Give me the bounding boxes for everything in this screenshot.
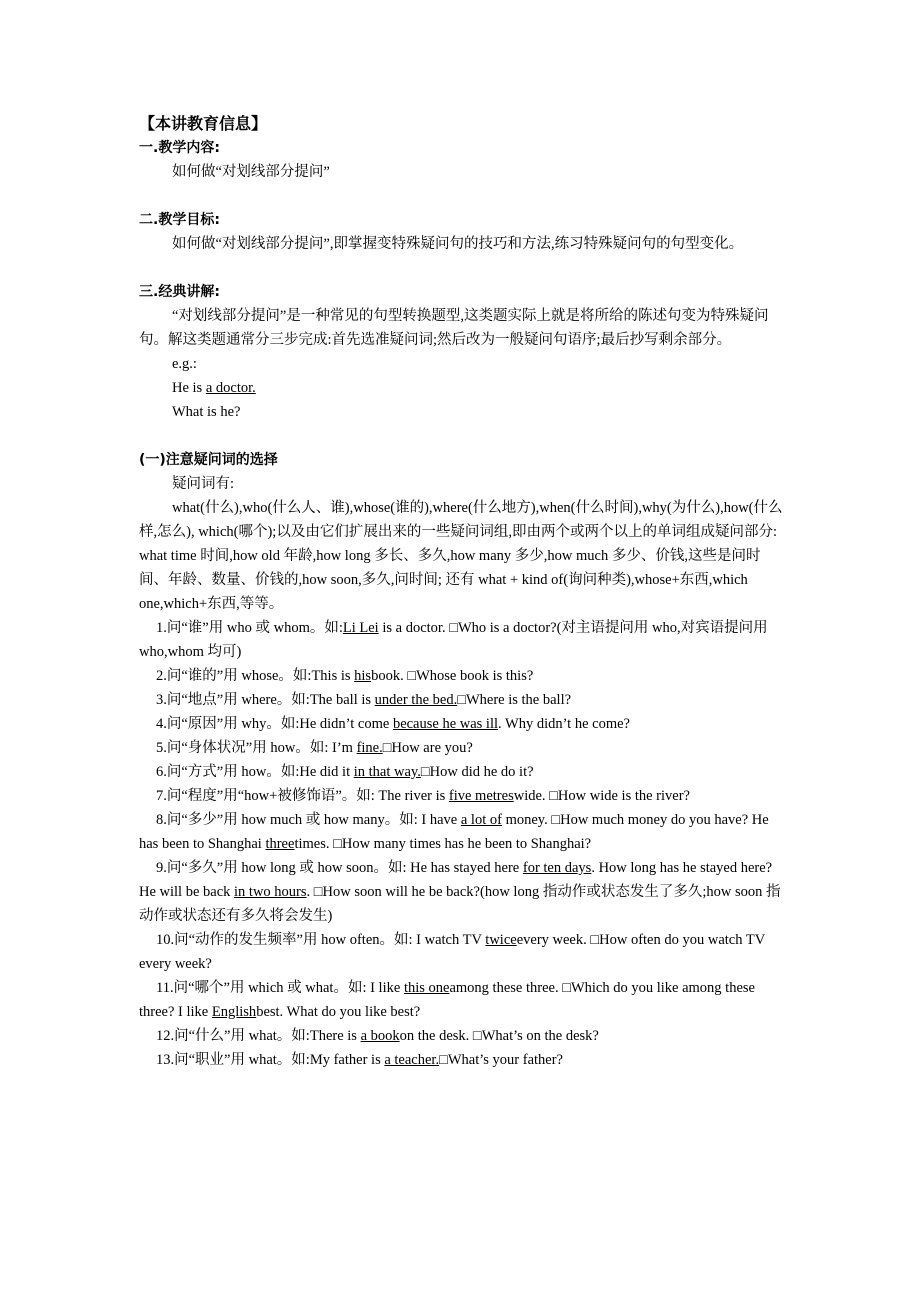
- underlined-answer: a book: [360, 1028, 400, 1044]
- part1-intro: 疑问词有:: [172, 476, 235, 492]
- section-content-body: 如何做“对划线部分提问”: [172, 164, 330, 180]
- underlined-answer: a doctor.: [205, 380, 256, 396]
- example-statement: He is a doctor.: [172, 380, 256, 396]
- rule-item-6: 6.问“方式”用 how。如:He did it in that way.□How did he do it?: [156, 764, 534, 780]
- spacer: [139, 256, 785, 280]
- rule-item-7: 7.问“程度”用“how+被修饰语”。如: The river is five metreswide. □How wide is the river?: [156, 788, 690, 804]
- rule-item-8: 8.问“多少”用 how much 或 how many。如: I have a lot of money. □How much money do you have? He has been to Shanghai threetimes. □How many times has he been to Shanghai?: [139, 812, 769, 852]
- underlined-answer: twice: [485, 932, 517, 948]
- underlined-answer: a lot of: [460, 812, 502, 828]
- document-page: [139, 112, 785, 1072]
- underlined-answer: for ten days: [522, 860, 592, 876]
- section-heading-content: 一.教学内容:: [139, 140, 220, 156]
- question-words-paragraph: what(什么),who(什么人、谁),whose(谁的),where(什么地方),when(什么时间),why(为什么),how(什么样,怎么), which(哪个);以及由它们扩展出来的一些疑问词组,即由两个或两个以上的单词组成疑问部分: what time 时间,how old 年龄,how long 多长、多久,how many 多少,how much 多少、价钱,这些是问时间、年龄、数量、价钱的,how soon,多久,问时间; 还有 what + kind of(询问种类),whose+东西,which one,which+东西,等等。: [139, 500, 783, 612]
- rule-item-13: 13.问“职业”用 what。如:My father is a teacher.□What’s your father?: [156, 1052, 563, 1068]
- rule-item-1: 1.问“谁”用 who 或 whom。如:Li Lei is a doctor. □Who is a doctor?(对主语提问用 who,对宾语提问用 who,whom 均可): [139, 620, 768, 660]
- section-heading-goals: 二.教学目标:: [139, 212, 220, 228]
- rule-item-12: 12.问“什么”用 what。如:There is a bookon the desk. □What’s on the desk?: [156, 1028, 599, 1044]
- section-explanation-body: “对划线部分提问”是一种常见的句型转换题型,这类题实际上就是将所给的陈述句变为特殊疑问句。解这类题通常分三步完成:首先选准疑问词;然后改为一般疑问句语序;最后抄写剩余部分。: [139, 308, 769, 348]
- lesson-title: 【本讲教育信息】: [139, 114, 268, 133]
- underlined-answer: this one: [403, 980, 450, 996]
- spacer: [139, 184, 785, 208]
- underlined-answer: in that way.: [353, 764, 421, 780]
- underlined-answer: three: [265, 836, 295, 852]
- rule-item-11: 11.问“哪个”用 which 或 what。如: I like this oneamong these three. □Which do you like among these three? I like Englishbest. What do you like best?: [139, 980, 755, 1020]
- underlined-answer: five metres: [448, 788, 514, 804]
- rule-item-10: 10.问“动作的发生频率”用 how often。如: I watch TV twiceevery week. □How often do you watch TV every week?: [139, 932, 765, 972]
- underlined-answer: a teacher.: [384, 1052, 440, 1068]
- section-heading-explanation: 三.经典讲解:: [139, 284, 220, 300]
- rule-item-3: 3.问“地点”用 where。如:The ball is under the bed.□Where is the ball?: [156, 692, 572, 708]
- underlined-answer: fine.: [356, 740, 383, 756]
- underlined-answer: in two hours: [234, 884, 307, 900]
- underlined-answer: under the bed.: [374, 692, 458, 708]
- spacer: [139, 424, 785, 448]
- underlined-answer: English: [211, 1004, 257, 1020]
- rule-item-9: 9.问“多久”用 how long 或 how soon。如: He has stayed here for ten days. How long has he stayed here? He will be back in two hours. □How soon will he be back?(how long 指动作或状态发生了多久;how soon 指动作或状态还有多久将会发生): [139, 860, 781, 924]
- rule-item-5: 5.问“身体状况”用 how。如: I’m fine.□How are you?: [156, 740, 473, 756]
- rule-item-4: 4.问“原因”用 why。如:He didn’t come because he was ill. Why didn’t he come?: [156, 716, 630, 732]
- underlined-answer: Li Lei: [342, 620, 379, 636]
- underlined-answer: because he was ill: [392, 716, 499, 732]
- example-question: What is he?: [172, 404, 241, 420]
- example-label: e.g.:: [172, 356, 197, 372]
- rule-item-2: 2.问“谁的”用 whose。如:This is hisbook. □Whose book is this?: [156, 668, 534, 684]
- underlined-answer: his: [354, 668, 372, 684]
- part1-heading: (一)注意疑问词的选择: [139, 452, 278, 468]
- section-goals-body: 如何做“对划线部分提问”,即掌握变特殊疑问句的技巧和方法,练习特殊疑问句的句型变化。: [172, 236, 744, 252]
